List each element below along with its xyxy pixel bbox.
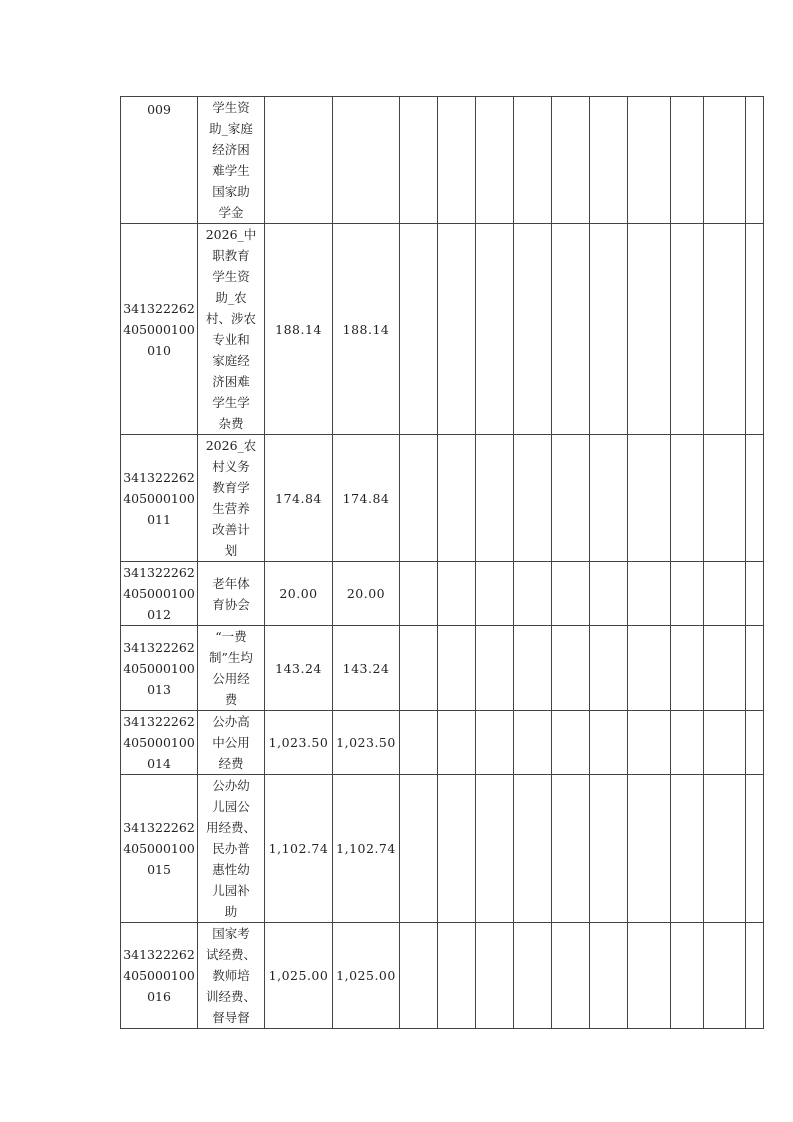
item-name-cell <box>198 224 265 435</box>
empty-cell <box>590 626 628 711</box>
table-row <box>121 224 764 435</box>
empty-cell <box>746 626 764 711</box>
empty-cell <box>671 224 704 435</box>
item-code-line: 013 <box>147 681 171 697</box>
item-code-line: 405000100 <box>123 586 195 601</box>
empty-cell <box>746 562 764 626</box>
item-name-line: 经费 <box>218 756 244 771</box>
empty-cell <box>671 626 704 711</box>
empty-cell <box>514 711 552 775</box>
item-code-cell <box>121 626 198 711</box>
item-name-line: 制”生均 <box>209 650 253 665</box>
item-code-line: 011 <box>147 511 171 527</box>
item-name-line: 民办普 <box>212 841 250 856</box>
item-name-line: “一费 <box>215 629 247 644</box>
empty-cell <box>746 923 764 1029</box>
item-code-line: 014 <box>147 756 171 771</box>
item-code-line: 341322262 <box>123 714 195 729</box>
empty-cell <box>628 923 671 1029</box>
empty-cell <box>438 562 476 626</box>
table-body <box>121 97 764 1029</box>
empty-cell <box>590 711 628 775</box>
empty-cell <box>476 775 514 923</box>
empty-cell <box>671 711 704 775</box>
item-name-line: 费 <box>224 692 238 707</box>
item-name-line: 用经费、 <box>205 820 256 835</box>
empty-cell <box>552 775 590 923</box>
item-code-line: 405000100 <box>123 968 195 983</box>
item-code-line: 341322262 <box>123 565 195 580</box>
total-amount-cell: 1,025.00 <box>265 923 333 1029</box>
empty-cell <box>628 97 671 224</box>
item-name-line: 村义务 <box>212 459 250 474</box>
empty-cell <box>628 224 671 435</box>
item-name-line: 2026_农 <box>205 438 257 453</box>
empty-cell <box>514 562 552 626</box>
item-name-line: 学金 <box>218 205 244 220</box>
empty-cell <box>438 626 476 711</box>
empty-cell <box>514 626 552 711</box>
empty-cell <box>704 97 746 224</box>
item-code-cell <box>121 224 198 435</box>
empty-cell <box>514 775 552 923</box>
subtotal-amount-cell: 1,102.74 <box>333 775 400 923</box>
empty-cell <box>746 97 764 224</box>
empty-cell <box>514 923 552 1029</box>
empty-cell <box>704 435 746 562</box>
empty-cell <box>438 97 476 224</box>
item-code-cell <box>121 97 198 224</box>
item-name-line: 专业和 <box>212 332 250 347</box>
empty-cell <box>476 224 514 435</box>
item-name-line: 经济困 <box>212 142 250 157</box>
item-code-line: 015 <box>147 862 171 877</box>
item-code-cell <box>121 435 198 562</box>
item-name-line: 改善计 <box>212 522 250 537</box>
item-code-line: 341322262 <box>123 300 195 316</box>
item-code-line: 010 <box>147 342 171 358</box>
empty-cell <box>552 97 590 224</box>
empty-cell <box>400 923 438 1029</box>
empty-cell <box>438 224 476 435</box>
item-name-line: 学生资 <box>212 100 250 115</box>
item-code-line: 341322262 <box>123 820 195 835</box>
empty-cell <box>590 224 628 435</box>
budget-table <box>120 96 764 1029</box>
item-code-line: 341322262 <box>123 639 195 655</box>
item-name-cell <box>198 97 265 224</box>
item-name-line: 济困难 <box>212 374 250 389</box>
subtotal-amount-cell: 1,025.00 <box>333 923 400 1029</box>
item-name-cell <box>198 711 265 775</box>
item-code-cell <box>121 775 198 923</box>
item-name-line: 生营养 <box>212 501 250 516</box>
empty-cell <box>628 775 671 923</box>
item-code-line: 341322262 <box>123 947 195 962</box>
empty-cell <box>671 435 704 562</box>
empty-cell <box>400 224 438 435</box>
empty-cell <box>628 626 671 711</box>
item-name-cell <box>198 923 265 1029</box>
empty-cell <box>514 224 552 435</box>
item-name-cell <box>198 562 265 626</box>
empty-cell <box>476 626 514 711</box>
empty-cell <box>400 626 438 711</box>
empty-cell <box>746 711 764 775</box>
total-amount-cell: 174.84 <box>265 435 333 562</box>
item-name-line: 中公用 <box>212 735 250 750</box>
item-name-line: 家庭经 <box>212 353 250 368</box>
total-amount-cell: 188.14 <box>265 224 333 435</box>
subtotal-amount-cell <box>333 97 400 224</box>
empty-cell <box>476 97 514 224</box>
item-code-line: 405000100 <box>123 841 195 856</box>
total-amount-cell: 1,023.50 <box>265 711 333 775</box>
item-name-line: 儿园补 <box>212 883 250 898</box>
table-row <box>121 711 764 775</box>
empty-cell <box>590 435 628 562</box>
total-amount-cell: 143.24 <box>265 626 333 711</box>
item-name-line: 村、涉农 <box>205 311 256 326</box>
table-row <box>121 562 764 626</box>
item-name-line: 公办高 <box>212 714 250 729</box>
empty-cell <box>671 923 704 1029</box>
empty-cell <box>671 775 704 923</box>
item-code-line: 016 <box>147 989 171 1004</box>
subtotal-amount-cell: 174.84 <box>333 435 400 562</box>
table-row <box>121 97 764 224</box>
item-code-line: 012 <box>147 607 171 622</box>
item-code-line: 405000100 <box>123 660 195 676</box>
empty-cell <box>438 775 476 923</box>
empty-cell <box>552 224 590 435</box>
item-name-line: 老年体 <box>212 575 250 591</box>
empty-cell <box>552 435 590 562</box>
empty-cell <box>514 97 552 224</box>
empty-cell <box>590 775 628 923</box>
total-amount-cell: 1,102.74 <box>265 775 333 923</box>
subtotal-amount-cell: 20.00 <box>333 562 400 626</box>
item-name-line: 教师培 <box>212 968 250 983</box>
empty-cell <box>476 711 514 775</box>
empty-cell <box>438 711 476 775</box>
table-row <box>121 923 764 1029</box>
item-name-line: 试经费、 <box>205 947 256 962</box>
empty-cell <box>400 711 438 775</box>
item-name-line: 儿园公 <box>212 799 250 814</box>
item-name-line: 助_农 <box>215 290 247 305</box>
item-name-cell <box>198 775 265 923</box>
table-row <box>121 626 764 711</box>
table-row <box>121 435 764 562</box>
item-name-line: 助_家庭 <box>209 121 253 136</box>
empty-cell <box>628 711 671 775</box>
empty-cell <box>746 224 764 435</box>
empty-cell <box>552 923 590 1029</box>
item-code-cell <box>121 923 198 1029</box>
empty-cell <box>552 711 590 775</box>
empty-cell <box>476 562 514 626</box>
empty-cell <box>704 626 746 711</box>
total-amount-cell: 20.00 <box>265 562 333 626</box>
item-name-line: 2026_中 <box>205 227 257 242</box>
empty-cell <box>400 435 438 562</box>
item-code-line: 341322262 <box>123 469 195 485</box>
empty-cell <box>400 775 438 923</box>
empty-cell <box>438 923 476 1029</box>
item-code-line: 405000100 <box>123 490 195 506</box>
empty-cell <box>704 224 746 435</box>
empty-cell <box>476 435 514 562</box>
total-amount-cell <box>265 97 333 224</box>
item-code-line: 405000100 <box>123 321 195 337</box>
item-name-line: 国家考 <box>212 926 250 941</box>
empty-cell <box>552 626 590 711</box>
empty-cell <box>400 562 438 626</box>
item-name-line: 难学生 <box>212 163 250 178</box>
item-code-cell <box>121 711 198 775</box>
subtotal-amount-cell: 1,023.50 <box>333 711 400 775</box>
empty-cell <box>590 97 628 224</box>
item-name-line: 划 <box>224 543 238 558</box>
empty-cell <box>746 775 764 923</box>
empty-cell <box>476 923 514 1029</box>
empty-cell <box>704 775 746 923</box>
item-name-line: 训经费、 <box>205 989 256 1004</box>
item-name-line: 教育学 <box>212 480 250 495</box>
subtotal-amount-cell: 188.14 <box>333 224 400 435</box>
item-name-line: 助 <box>224 904 238 919</box>
item-name-line: 学生资 <box>212 269 250 284</box>
empty-cell <box>590 923 628 1029</box>
table-row <box>121 775 764 923</box>
empty-cell <box>400 97 438 224</box>
item-name-line: 公办幼 <box>212 778 250 793</box>
empty-cell <box>704 923 746 1029</box>
empty-cell <box>704 562 746 626</box>
empty-cell <box>671 562 704 626</box>
item-name-line: 育协会 <box>212 596 250 612</box>
item-name-cell <box>198 626 265 711</box>
subtotal-amount-cell: 143.24 <box>333 626 400 711</box>
empty-cell <box>671 97 704 224</box>
empty-cell <box>704 711 746 775</box>
empty-cell <box>552 562 590 626</box>
empty-cell <box>590 562 628 626</box>
item-code-cell <box>121 562 198 626</box>
item-name-line: 杂费 <box>218 416 244 431</box>
item-name-cell <box>198 435 265 562</box>
item-name-line: 惠性幼 <box>212 862 250 877</box>
item-name-line: 职教育 <box>212 248 250 263</box>
empty-cell <box>438 435 476 562</box>
item-name-line: 学生学 <box>212 395 250 410</box>
empty-cell <box>746 435 764 562</box>
empty-cell <box>628 562 671 626</box>
item-name-line: 公用经 <box>212 671 250 686</box>
item-name-line: 督导督 <box>212 1010 250 1025</box>
item-code-line: 405000100 <box>123 735 195 750</box>
empty-cell <box>514 435 552 562</box>
item-code-line: 009 <box>147 102 171 117</box>
item-name-line: 国家助 <box>212 184 250 199</box>
empty-cell <box>628 435 671 562</box>
